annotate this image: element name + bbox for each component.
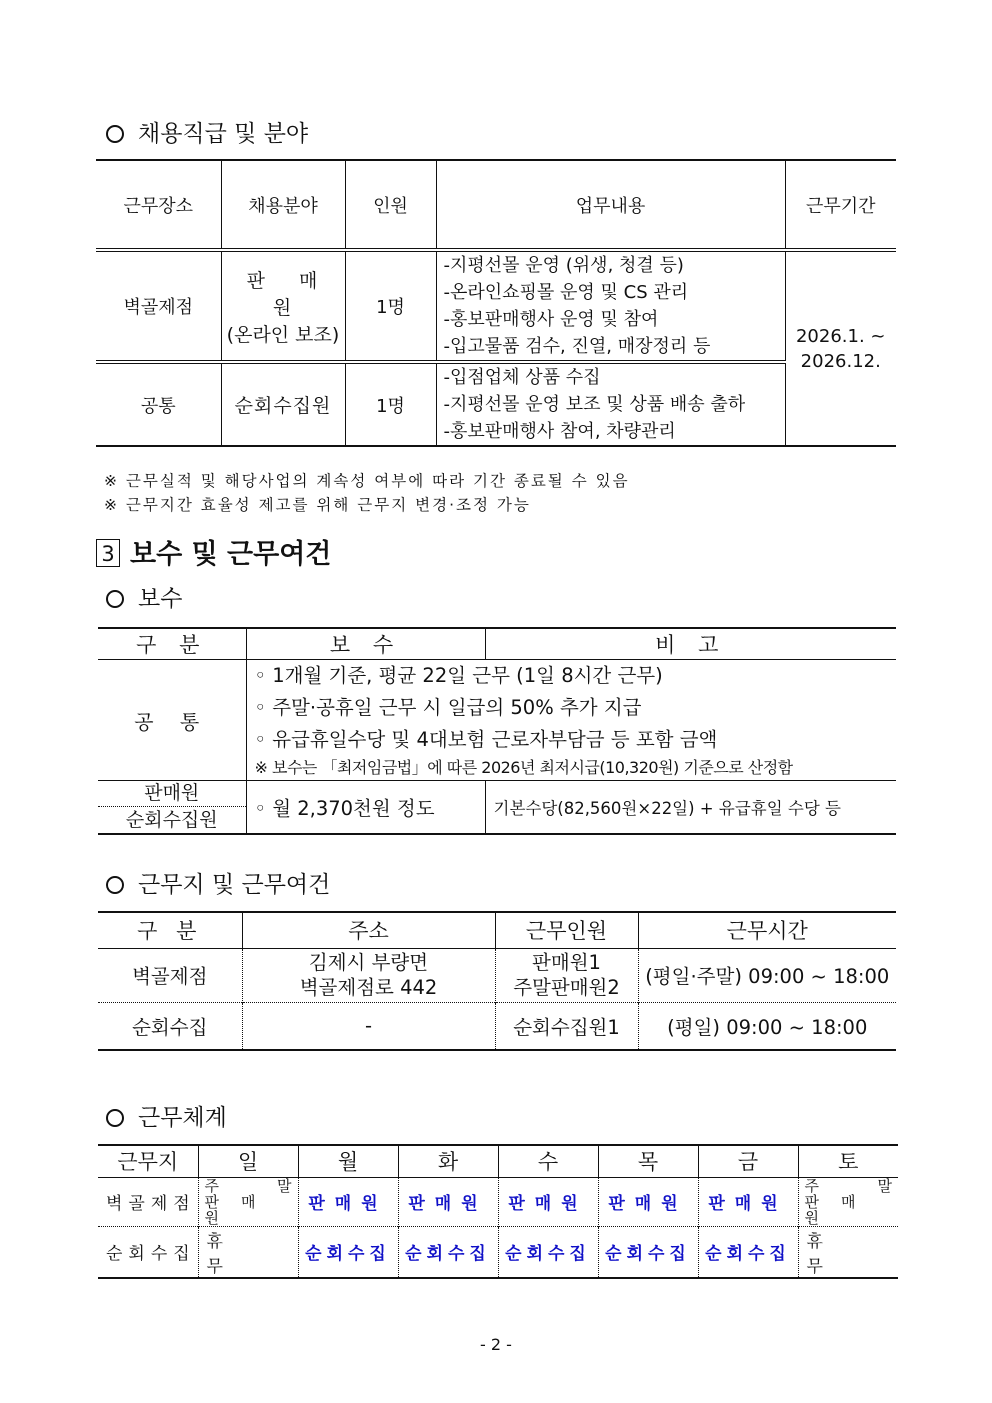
- workplace-header-address: 주소: [242, 912, 495, 948]
- weekend-top: 주: [204, 1176, 219, 1195]
- recruit-period: [785, 250, 896, 446]
- schedule-header-sat: 토: [838, 1150, 859, 1175]
- schedule-cell: 판매원: [598, 1177, 698, 1226]
- table-row: [98, 1177, 898, 1226]
- page-number: - 2 -: [480, 1335, 512, 1354]
- table-row: [98, 660, 896, 781]
- recruit-period-end: 2026.12.: [800, 350, 881, 372]
- salary-line: ◦ 유급휴일수당 및 4대보험 근로자부담금 등 포함 금액: [254, 728, 718, 751]
- workplace-name: 벽골제점: [98, 948, 242, 1002]
- weekend-top2: 말: [877, 1176, 892, 1195]
- schedule-cell: 판매원: [498, 1177, 598, 1226]
- salary-role-2: 순회수집원: [125, 809, 218, 831]
- schedule-cell: 판매원: [298, 1177, 398, 1226]
- task-item: -온라인쇼핑몰 운영 및 CS 관리: [443, 282, 689, 303]
- recruit-header-field: 채용분야: [221, 160, 345, 250]
- schedule-cell: 순회수집: [298, 1226, 398, 1278]
- schedule-cell: 순회수집: [698, 1226, 798, 1278]
- salary-title: 보수: [138, 586, 183, 612]
- task-item: -지평선몰 운영 보조 및 상품 배송 출하: [443, 394, 746, 415]
- schedule-header-fri: 금: [698, 1145, 798, 1177]
- task-item: -홍보판매행사 참여, 차량관리: [443, 421, 676, 442]
- salary-heading: [106, 580, 182, 613]
- schedule-weekend-cell: [198, 1177, 298, 1226]
- recruit-field-line2: (온라인 보조): [226, 323, 340, 346]
- weekend-top: 주: [804, 1176, 819, 1195]
- section3-number: 3: [96, 539, 120, 567]
- schedule-title: 근무체계: [138, 1105, 227, 1131]
- recruit-period-start: 2026.1. ~: [795, 325, 886, 347]
- workplace-staff: [495, 948, 638, 1002]
- recruit-place: 공통: [96, 362, 221, 446]
- salary-header-pay: 보 수: [246, 628, 485, 660]
- circle-bullet-icon: [106, 876, 124, 894]
- recruit-header-place: 근무장소: [96, 160, 221, 250]
- workplace-staff-line1: 판매원1: [532, 951, 601, 974]
- workplace-table: [98, 911, 896, 1051]
- recruit-tasks: [436, 362, 785, 446]
- schedule-cell: 순회수집: [598, 1226, 698, 1278]
- recruit-table: [96, 159, 896, 447]
- workplace-address: -: [242, 1002, 495, 1050]
- schedule-header-sun: 일: [198, 1145, 298, 1177]
- recruit-note-1: ※ 근무실적 및 해당사업의 계속성 여부에 따라 기간 종료될 수 있음: [104, 472, 630, 490]
- salary-line: ◦ 1개월 기준, 평균 22일 근무 (1일 8시간 근무): [254, 664, 663, 687]
- schedule-header-tue: 화: [398, 1145, 498, 1177]
- recruit-tasks: [436, 250, 785, 362]
- workplace-staff-line2: 주말판매원2: [513, 976, 620, 999]
- recruit-field: [221, 250, 345, 362]
- schedule-header-wed: 수: [498, 1145, 598, 1177]
- section3-heading: [96, 532, 331, 571]
- schedule-weekend-cell: [798, 1177, 898, 1226]
- workplace-header-staff: 근무인원: [495, 912, 638, 948]
- recruit-field: 순회수집원: [221, 362, 345, 446]
- workplace-title: 근무지 및 근무여건: [138, 872, 331, 898]
- table-row: [98, 1002, 896, 1050]
- workplace-hours: (평일·주말) 09:00 ~ 18:00: [645, 965, 890, 988]
- schedule-table: [98, 1144, 898, 1279]
- schedule-heading: [106, 1099, 227, 1132]
- workplace-header-hours: 근무시간: [726, 919, 808, 944]
- schedule-cell: 순회수집: [398, 1226, 498, 1278]
- schedule-cell: 순회수집: [498, 1226, 598, 1278]
- workplace-header-category: 구 분: [98, 912, 242, 948]
- recruit-place: 벽골제점: [96, 250, 221, 362]
- table-row: [98, 948, 896, 1002]
- schedule-row-label: 벽골제점: [98, 1177, 198, 1226]
- circle-bullet-icon: [106, 1109, 124, 1127]
- task-item: -입고물품 검수, 진열, 매장정리 등: [443, 336, 711, 357]
- schedule-header-place: 근무지: [98, 1145, 198, 1177]
- circle-bullet-icon: [106, 590, 124, 608]
- schedule-cell: 판매원: [398, 1177, 498, 1226]
- circle-bullet-icon: [106, 125, 124, 143]
- recruit-header-count: 인원: [345, 160, 436, 250]
- salary-common-content: [246, 660, 896, 781]
- workplace-heading: [106, 866, 330, 899]
- workplace-address-line1: 김제시 부량면: [308, 951, 429, 974]
- recruit-header-tasks: 업무내용: [436, 160, 785, 250]
- weekend-bottom: 판매원: [204, 1192, 278, 1227]
- weekend-bottom: 판매원: [804, 1192, 878, 1227]
- salary-common-label: 공 통: [98, 660, 246, 781]
- recruit-header-period: 근무기간: [805, 195, 876, 217]
- schedule-header-thu: 목: [598, 1145, 698, 1177]
- section-recruit-heading: [106, 115, 308, 148]
- salary-line: ◦ 주말·공휴일 근무 시 일급의 50% 추가 지급: [254, 696, 642, 719]
- salary-header-category: 구 분: [98, 628, 246, 660]
- salary-role-1: 판매원: [98, 781, 246, 807]
- salary-note: ※ 보수는 「최저임금법」에 따른 2026년 최저시급(10,320원) 기준으로 산정함: [254, 758, 793, 777]
- schedule-row-label: 순회수집: [98, 1226, 198, 1278]
- task-item: -홍보판매행사 운영 및 참여: [443, 309, 659, 330]
- schedule-off-cell: 휴무: [806, 1231, 883, 1277]
- task-item: -지평선몰 운영 (위생, 청결 등): [443, 255, 684, 276]
- salary-amount: ◦ 월 2,370천원 정도: [246, 781, 485, 835]
- recruit-field-line1: 판 매 원: [246, 269, 332, 319]
- workplace-address: [242, 948, 495, 1002]
- schedule-cell: 판매원: [698, 1177, 798, 1226]
- weekend-top2: 말: [277, 1176, 292, 1195]
- workplace-staff: 순회수집원1: [495, 1002, 638, 1050]
- table-row: [96, 250, 896, 362]
- recruit-note-2: ※ 근무지간 효율성 제고를 위해 근무지 변경·조정 가능: [104, 496, 531, 514]
- workplace-name: 순회수집: [98, 1002, 242, 1050]
- schedule-header-mon: 월: [298, 1145, 398, 1177]
- salary-table: [98, 627, 896, 835]
- section3-title: 보수 및 근무여건: [130, 539, 332, 570]
- recruit-count: 1명: [345, 250, 436, 362]
- salary-header-remark: 비 고: [655, 633, 727, 657]
- schedule-off-cell: 휴무: [198, 1226, 298, 1278]
- salary-roles: [98, 781, 246, 835]
- table-row: [98, 1226, 898, 1278]
- workplace-hours: (평일) 09:00 ~ 18:00: [667, 1015, 868, 1039]
- section-recruit-title: 채용직급 및 분야: [138, 121, 309, 147]
- task-item: -입점업체 상품 수집: [443, 367, 601, 388]
- table-row: [96, 362, 896, 446]
- salary-remark: 기본수당(82,560원×22일) + 유급휴일 수당 등: [493, 799, 841, 818]
- table-row: [98, 781, 896, 835]
- recruit-count: 1명: [345, 362, 436, 446]
- workplace-address-line2: 벽골제점로 442: [299, 976, 438, 999]
